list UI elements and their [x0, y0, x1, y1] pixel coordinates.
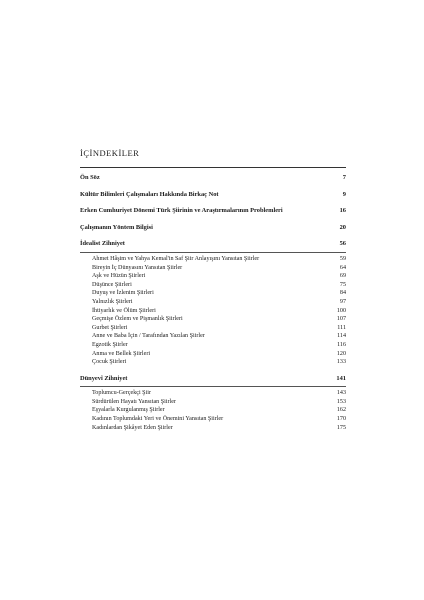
toc-subsection-entry [80, 264, 346, 273]
toc-entry-page: 120 [336, 350, 346, 357]
toc-subsection-entry [80, 324, 346, 333]
toc-entry-page: 111 [337, 324, 346, 331]
toc-entry-title: Kadının Toplumdaki Yeri ve Önemini Yansıtan Şiirler [92, 416, 224, 423]
section-rule [80, 252, 346, 253]
toc-entry-page: 69 [339, 273, 346, 280]
toc-entry-page: 84 [339, 290, 346, 297]
toc-subsection-entry [80, 307, 346, 316]
toc-entry-page: 162 [336, 407, 346, 414]
toc-entry-page: 7 [342, 174, 346, 181]
toc-entry-page: 107 [336, 316, 346, 323]
toc-entry-page: 116 [337, 341, 346, 348]
toc-entry-page: 75 [339, 281, 346, 288]
toc-section-entry [80, 191, 346, 200]
toc-entry-title: Geçmişe Özlem ve Pişmanlık Şiirleri [92, 316, 183, 323]
toc-subsection-entry [80, 315, 346, 324]
toc-entry-title: Yalnızlık Şiirleri [92, 298, 133, 305]
toc-entry-title: İdealist Zihniyet [80, 240, 125, 248]
toc-entry-title: Anma ve Bellek Şiirleri [92, 350, 151, 357]
toc-entry-page: 56 [339, 240, 346, 248]
toc-subsection-entry [80, 332, 346, 341]
toc-entry-title: Egzotik Şiirler [92, 341, 128, 348]
toc-entry-title: Toplumcu-Gerçekçi Şiir [92, 390, 151, 397]
toc-entry-title: Çalışmanın Yöntem Bilgisi [80, 223, 153, 231]
toc-list [80, 174, 346, 432]
toc-page [80, 148, 346, 432]
toc-section-entry [80, 224, 346, 233]
toc-subsection-entry [80, 358, 346, 367]
toc-section-entry [80, 375, 346, 384]
toc-entry-page: 97 [339, 298, 346, 305]
toc-subsection-entry [80, 255, 346, 264]
toc-subsection-entry [80, 398, 346, 407]
toc-entry-title: Duyuş ve İzlenim Şiirleri [92, 290, 154, 297]
toc-subsection-entry [80, 389, 346, 398]
title-rule [80, 167, 346, 168]
toc-entry-title: Düşünce Şiirleri [92, 281, 132, 288]
toc-entry-title: Dünyevî Zihniyet [80, 374, 128, 382]
toc-entry-title: Ahmet Hâşim ve Yahya Kemal'in Saf Şiir Anlayışını Yansıtan Şiirler [92, 255, 260, 262]
toc-entry-title: Kadınlardan Şikâyet Eden Şiirler [92, 424, 173, 431]
toc-entry-page: 133 [336, 359, 346, 366]
toc-entry-page: 175 [336, 424, 346, 431]
toc-section-entry [80, 240, 346, 249]
toc-entry-page: 9 [342, 190, 346, 198]
toc-entry-title: Kültür Bilimleri Çalışmaları Hakkında Birkaç Not [80, 190, 219, 198]
toc-subsection-entry [80, 406, 346, 415]
toc-entry-page: 64 [339, 264, 346, 271]
toc-entry-title: Eşyalarla Kurgulanmış Şiirler [92, 407, 165, 414]
toc-subsection-entry [80, 281, 346, 290]
toc-entry-title: Gurbet Şiirleri [92, 324, 128, 331]
toc-subsection-entry [80, 341, 346, 350]
toc-entry-page: 143 [336, 390, 346, 397]
toc-entry-title: İhtiyarlık ve Ölüm Şiirleri [92, 307, 156, 314]
toc-section-entry [80, 207, 346, 216]
toc-entry-page: 141 [336, 374, 346, 382]
toc-subsection-entry [80, 298, 346, 307]
toc-subsection-entry [80, 350, 346, 359]
section-rule [80, 386, 346, 387]
toc-entry-page: 20 [339, 223, 346, 231]
toc-subsection-entry [80, 272, 346, 281]
toc-entry-title: Anne ve Baba İçin / Tarafından Yazılan Şiirler [92, 333, 205, 340]
toc-subsection-entry [80, 415, 346, 424]
toc-entry-page: 16 [339, 207, 346, 215]
toc-entry-title: Erken Cumhuriyet Dönemi Türk Şiirinin ve Araştırmalarının Problemleri [80, 207, 283, 215]
toc-entry-title: Sürdürülen Hayatı Yansıtan Şiirler [92, 398, 176, 405]
toc-subsection-entry [80, 424, 346, 433]
toc-entry-page: 100 [336, 307, 346, 314]
toc-entry-title: Aşk ve Hüzün Şiirleri [92, 273, 146, 280]
toc-entry-title: Bireyin İç Dünyasını Yansıtan Şiirler [92, 264, 183, 271]
toc-entry-page: 59 [339, 255, 346, 262]
toc-entry-page: 170 [336, 416, 346, 423]
toc-entry-title: Çocuk Şiirleri [92, 359, 127, 366]
toc-entry-title: Ön Söz [80, 174, 100, 181]
toc-section-entry [80, 174, 346, 183]
toc-entry-page: 114 [337, 333, 346, 340]
toc-entry-page: 153 [336, 398, 346, 405]
toc-subsection-entry [80, 289, 346, 298]
toc-title: İÇİNDEKİLER [80, 148, 140, 158]
